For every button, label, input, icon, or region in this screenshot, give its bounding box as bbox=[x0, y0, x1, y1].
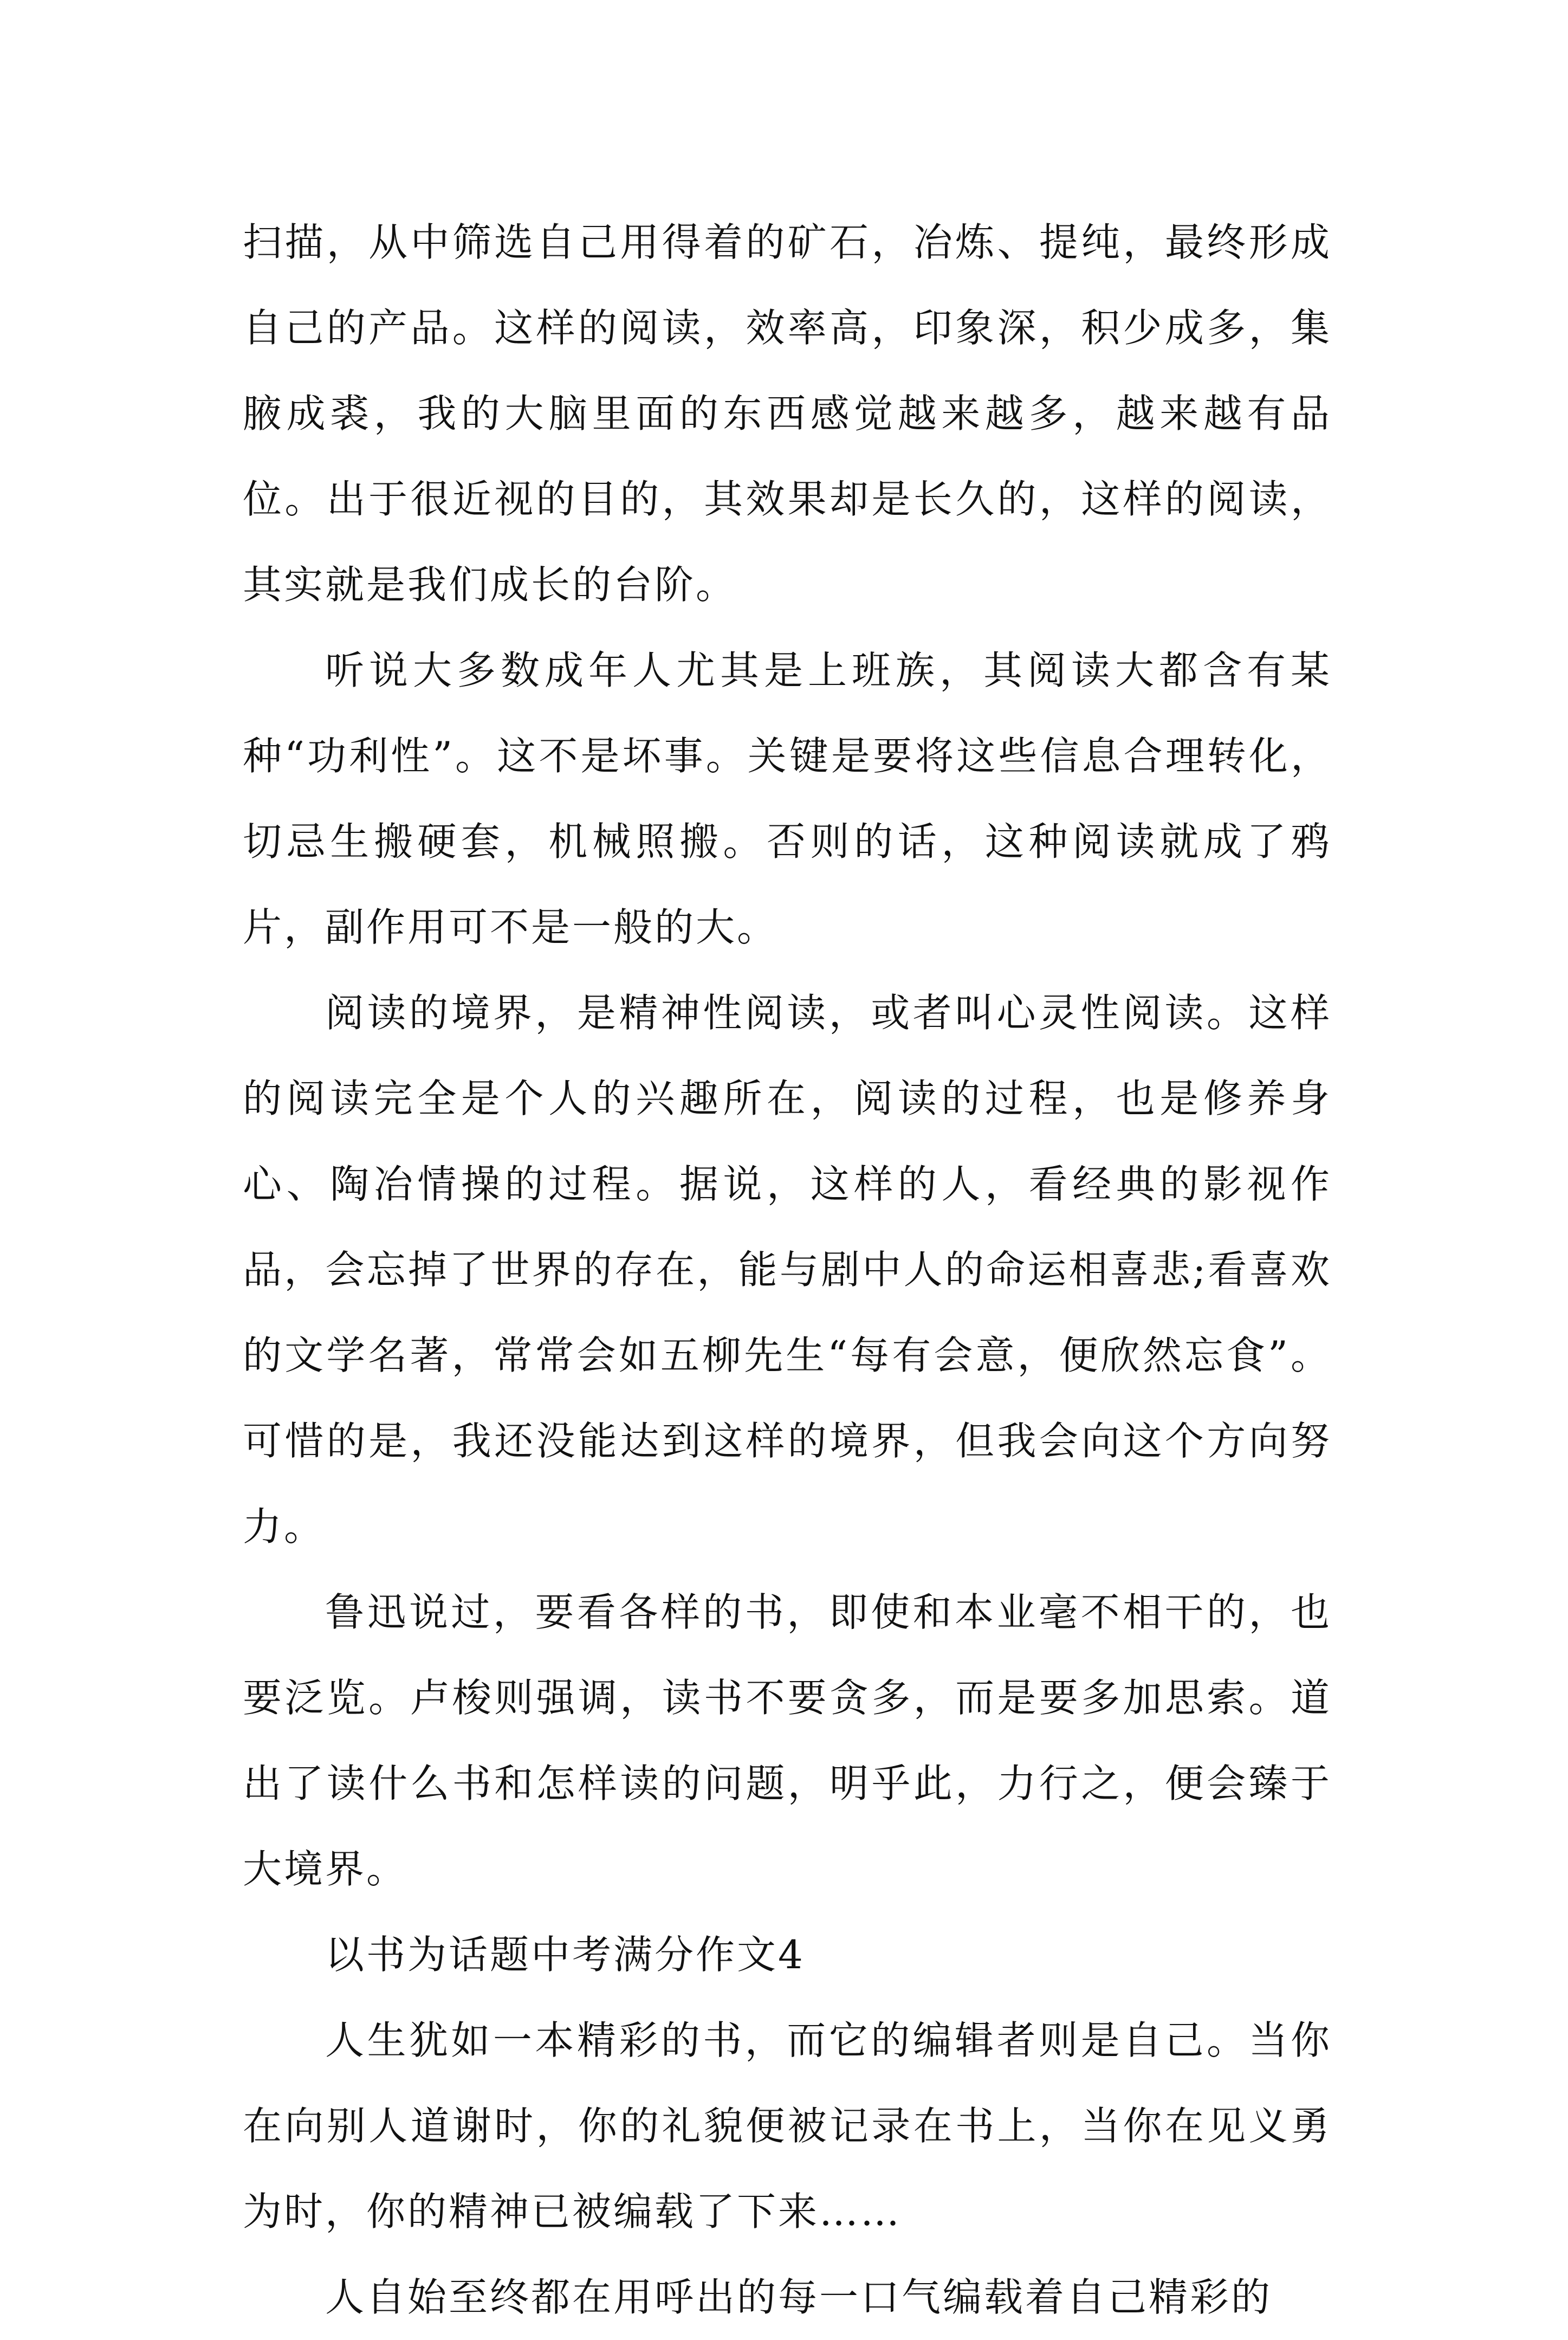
paragraph: 听说大多数成年人尤其是上班族，其阅读大都含有某种“功利性”。这不是坏事。关键是要将这些信息合理转化，切忌生搬硬套，机械照搬。否则的话，这种阅读就成了鸦片，副作用可不是一般的大。 bbox=[243, 648, 1332, 950]
paragraph: 扫描，从中筛选自己用得着的矿石，冶炼、提纯，最终形成自己的产品。这样的阅读，效率高，印象深，积少成多，集腋成裘，我的大脑里面的东西感觉越来越多，越来越有品位。出于很近视的目的，其效果却是长久的，这样的阅读，其实就是我们成长的台阶。 bbox=[243, 219, 1332, 607]
paragraph: 人生犹如一本精彩的书，而它的编辑者则是自己。当你在向别人道谢时，你的礼貌便被记录在书上，当你在见义勇为时，你的精神已被编载了下来…… bbox=[243, 2018, 1332, 2234]
document-body bbox=[243, 199, 1332, 2340]
paragraph: 鲁迅说过，要看各样的书，即使和本业毫不相干的，也要泛览。卢梭则强调，读书不要贪多，而是要多加思索。道出了读什么书和怎样读的问题，明乎此，力行之，便会臻于大境界。 bbox=[243, 1589, 1332, 1892]
paragraph: 阅读的境界，是精神性阅读，或者叫心灵性阅读。这样的阅读完全是个人的兴趣所在，阅读的过程，也是修养身心、陶冶情操的过程。据说，这样的人，看经典的影视作品，会忘掉了世界的存在，能与剧中人的命运相喜悲;看喜欢的文学名著，常常会如五柳先生“每有会意，便欣然忘食”。可惜的是，我还没能达到这样的境界，但我会向这个方向努力。 bbox=[243, 990, 1332, 1549]
paragraph: 人自始至终都在用呼出的每一口气编载着自己精彩的 bbox=[325, 2274, 1273, 2320]
section-heading: 以书为话题中考满分作文4 bbox=[325, 1932, 805, 1977]
